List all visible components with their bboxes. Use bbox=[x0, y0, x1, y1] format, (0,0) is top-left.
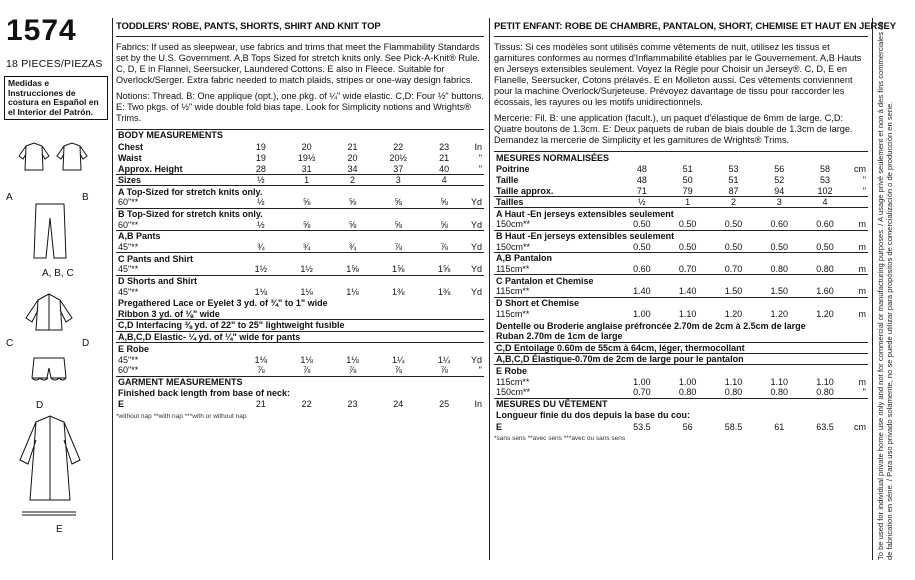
value-cell: 1⅝ bbox=[346, 264, 359, 275]
value-cell: 0.80 bbox=[770, 264, 788, 275]
value-cell: 1.00 bbox=[678, 376, 697, 387]
value-cell: 37 bbox=[393, 163, 404, 174]
view-heading: A,B Pants bbox=[116, 230, 484, 241]
yardage-row bbox=[494, 241, 868, 252]
unit-cell: Yd bbox=[470, 197, 482, 208]
divider-right bbox=[872, 18, 873, 560]
divider-middle bbox=[489, 18, 490, 560]
body-row bbox=[494, 163, 868, 174]
fabric-width: 150cm** bbox=[496, 387, 531, 398]
value-cell: 51 bbox=[682, 163, 693, 174]
value-cell: 48 bbox=[636, 163, 647, 174]
value-cell: 1⅝ bbox=[437, 264, 451, 275]
size-cell: 4 bbox=[802, 196, 848, 207]
yardage-heading bbox=[494, 208, 868, 219]
unit-cell: m bbox=[858, 241, 866, 252]
section-heading: BODY MEASUREMENTS bbox=[116, 130, 484, 141]
value-cell: 21 bbox=[439, 152, 450, 163]
value-cell: 19 bbox=[255, 141, 266, 152]
value-cell: 1.20 bbox=[816, 309, 834, 320]
value-cell: 1⅝ bbox=[392, 264, 405, 275]
value-cell: 1⅛ bbox=[300, 354, 313, 365]
value-cell: 0.70 bbox=[633, 387, 651, 398]
value-cell: 25 bbox=[439, 399, 450, 410]
yardage-heading bbox=[116, 275, 484, 286]
value-cell: 51 bbox=[728, 174, 739, 185]
value-cell: 1.60 bbox=[816, 286, 834, 297]
value-cell: 1⅛ bbox=[254, 287, 268, 298]
view-heading: B Top-Sized for stretch knits only. bbox=[116, 208, 484, 219]
size-cell: ½ bbox=[241, 174, 281, 185]
body-row bbox=[494, 174, 868, 185]
value-cell: 1⅛ bbox=[254, 354, 268, 365]
value-cell: 1⅜ bbox=[437, 287, 451, 298]
value-cell: ⅝ bbox=[440, 219, 448, 230]
robe-row bbox=[116, 354, 484, 365]
value-cell: 21 bbox=[255, 399, 266, 410]
size-cell: 3 bbox=[372, 174, 424, 185]
value-cell: 53.5 bbox=[633, 421, 651, 432]
value-cell: 1⅛ bbox=[300, 287, 313, 298]
fabric-width: 115cm** bbox=[496, 376, 530, 387]
unit-cell: Yd bbox=[470, 354, 482, 365]
value-cell: ⅞ bbox=[348, 365, 357, 376]
value-cell: 79 bbox=[682, 185, 693, 196]
size-cell: 1 bbox=[281, 174, 333, 185]
section-heading: GARMENT MEASUREMENTS bbox=[116, 376, 484, 387]
value-cell: 71 bbox=[636, 185, 647, 196]
view-heading: D Short et Chemise bbox=[494, 297, 868, 308]
divider-left bbox=[112, 18, 113, 560]
value-cell: 0.80 bbox=[770, 387, 788, 398]
yardage-row bbox=[116, 264, 484, 275]
value-cell: 0.80 bbox=[816, 387, 834, 398]
value-cell: 22 bbox=[301, 399, 312, 410]
lace-text: Dentelle ou Broderie anglaise préfroncée 2.70m de 2cm à 2.5cm de large bbox=[496, 320, 806, 331]
value-cell: 56 bbox=[682, 421, 693, 432]
yardage-heading bbox=[116, 253, 484, 264]
value-cell: 58.5 bbox=[724, 421, 743, 432]
belt-e-drawing bbox=[22, 512, 76, 515]
table-cell bbox=[464, 174, 484, 185]
lace-text: Pregathered Lace or Eyelet 3 yd. of ¾" to 1" wide bbox=[118, 298, 328, 309]
view-heading: D Shorts and Shirt bbox=[116, 275, 484, 286]
fabric-width: 45"** bbox=[118, 354, 139, 365]
value-cell: 1.20 bbox=[770, 309, 788, 320]
elastic-text: A,B,C,D Elastic- ¼ yd. of ¼" wide for pants bbox=[116, 331, 484, 342]
garment-subtitle: Finished back length from base of neck: bbox=[118, 388, 291, 399]
value-cell: ¾ bbox=[348, 242, 357, 253]
interfacing-text: C,D Interfacing ⅜ yd. of 22" to 25" lightweight fusible bbox=[116, 320, 484, 331]
robe-heading bbox=[494, 365, 868, 376]
robe-e-drawing bbox=[20, 416, 80, 500]
unit-cell: cm bbox=[854, 421, 866, 432]
column-title: TODDLERS' ROBE, PANTS, SHORTS, SHIRT AND KNIT TOP bbox=[116, 22, 484, 37]
value-cell: 20 bbox=[301, 141, 312, 152]
figure-label-d2: D bbox=[36, 400, 44, 411]
value-cell: 58 bbox=[820, 163, 831, 174]
shirt-c-drawing bbox=[26, 294, 72, 330]
yardage-heading bbox=[116, 208, 484, 219]
top-a-drawing bbox=[19, 143, 49, 170]
ribbon-row bbox=[494, 331, 868, 342]
value-cell: 87 bbox=[728, 185, 739, 196]
value-cell: 20 bbox=[347, 152, 358, 163]
unit-cell: m bbox=[858, 309, 866, 320]
fabric-width: 150cm** bbox=[496, 241, 531, 252]
value-cell: 34 bbox=[347, 163, 358, 174]
fabric-width: 60"** bbox=[118, 219, 139, 230]
fabric-width: 60"** bbox=[118, 197, 139, 208]
unit-cell: m bbox=[858, 219, 866, 230]
fabric-width: 115cm** bbox=[496, 286, 530, 297]
unit-cell: In bbox=[474, 141, 482, 152]
row-label: E bbox=[118, 399, 125, 410]
value-cell: ½ bbox=[257, 219, 265, 230]
value-cell: 1.50 bbox=[724, 286, 743, 297]
pattern-number: 1574 bbox=[6, 14, 77, 47]
table-cell bbox=[848, 196, 868, 207]
yardage-row bbox=[116, 286, 484, 297]
fabric-width: 150cm** bbox=[496, 219, 531, 230]
value-cell: 1½ bbox=[300, 264, 313, 275]
usage-disclaimer: To be used for individual private home use only and not for commercial or manufacturing purposes. / A usage privé seulement et non à des fins commerciales ou de fabrication en série. / Para uso privado solamente, no se puede utilizar para propósitos de comercialización o de producción en serie. bbox=[876, 21, 895, 560]
yardage-heading bbox=[116, 186, 484, 197]
value-cell: 0.70 bbox=[678, 264, 697, 275]
value-cell: 23 bbox=[439, 141, 450, 152]
value-cell: ⅞ bbox=[394, 242, 403, 253]
row-label: E bbox=[496, 421, 503, 432]
value-cell: ⅝ bbox=[440, 197, 448, 208]
interfacing-row bbox=[494, 342, 868, 353]
value-cell: 0.50 bbox=[770, 241, 788, 252]
robe-row bbox=[116, 365, 484, 376]
fabrics-text: Tissus: Si ces modèles sont utilisés comme vêtements de nuit, utilisez les tissus et garnitures conformes au normes d'Inflammabilité établies par le Gouvernement. A,B Hauts en Jerseys extensibles seulement. Voyez la Règle pour Choisir un Jersey®. C, D, E en Flanelle, Seersucker, Cotons prélavés. E en Molleton aussi. Ces vêtements conviennent pour la machine Overlock/Surjeteuse. Prévoyez davantage de tissu pour raccorder les écossais, les rayures ou les motifs unidirectionnels. bbox=[494, 41, 862, 108]
unit-cell: m bbox=[858, 264, 866, 275]
body-row bbox=[494, 185, 868, 196]
value-cell: 0.50 bbox=[678, 241, 697, 252]
view-heading: A Haut -En jerseys extensibles seulement bbox=[494, 208, 868, 219]
view-heading: A Top-Sized for stretch knits only. bbox=[116, 186, 484, 197]
fabric-width: 45"** bbox=[118, 242, 139, 253]
value-cell: 53 bbox=[820, 174, 831, 185]
value-cell: 50 bbox=[682, 174, 693, 185]
value-cell: 20½ bbox=[389, 152, 408, 163]
yardage-row bbox=[494, 286, 868, 297]
body-row bbox=[116, 152, 484, 163]
top-b-drawing bbox=[57, 143, 87, 170]
value-cell: 1.10 bbox=[678, 309, 697, 320]
row-label: Taille bbox=[496, 174, 519, 185]
figure-label-c: C bbox=[6, 338, 14, 349]
value-cell: 23 bbox=[347, 399, 358, 410]
value-cell: 0.50 bbox=[724, 241, 743, 252]
value-cell: 63.5 bbox=[816, 421, 834, 432]
value-cell: 0.50 bbox=[724, 219, 743, 230]
body-measurements-heading bbox=[116, 130, 484, 141]
unit-cell: " bbox=[862, 185, 866, 196]
value-cell: 1.40 bbox=[678, 286, 697, 297]
size-cell: 1 bbox=[665, 196, 711, 207]
column-title: PETIT ENFANT: ROBE DE CHAMBRE, PANTALON, SHORT, CHEMISE ET HAUT EN JERSEY bbox=[494, 22, 868, 37]
value-cell: 1¼ bbox=[392, 354, 405, 365]
value-cell: 0.50 bbox=[633, 219, 651, 230]
measurement-table bbox=[116, 129, 484, 410]
robe-row bbox=[494, 387, 868, 398]
row-label: Taille approx. bbox=[496, 185, 554, 196]
body-measurements-heading bbox=[494, 152, 868, 163]
value-cell: ⅞ bbox=[440, 242, 448, 253]
value-cell: 61 bbox=[774, 421, 785, 432]
yardage-row bbox=[116, 219, 484, 230]
value-cell: 1.00 bbox=[633, 309, 651, 320]
body-row bbox=[116, 163, 484, 174]
section-heading: MESURES NORMALISÉES bbox=[494, 152, 868, 163]
robe-heading bbox=[116, 343, 484, 354]
value-cell: ⅝ bbox=[348, 197, 357, 208]
view-heading: A,B Pantalon bbox=[494, 253, 868, 264]
size-cell: 2 bbox=[711, 196, 757, 207]
value-cell: 1.00 bbox=[633, 376, 651, 387]
value-cell: 0.50 bbox=[678, 219, 697, 230]
view-heading: E Robe bbox=[494, 365, 868, 376]
ribbon-text: Ruban 2.70m de 1cm de large bbox=[496, 331, 623, 342]
value-cell: 28 bbox=[255, 163, 266, 174]
value-cell: 21 bbox=[347, 141, 358, 152]
value-cell: 1½ bbox=[254, 264, 268, 275]
value-cell: 53 bbox=[728, 163, 739, 174]
size-cell: 4 bbox=[424, 174, 464, 185]
value-cell: 1.50 bbox=[770, 286, 788, 297]
pants-drawing bbox=[34, 204, 66, 258]
footnote: *sans sens **avec sens ***avec ou sans sens bbox=[494, 434, 626, 442]
unit-cell: In bbox=[474, 399, 482, 410]
value-cell: 1.20 bbox=[724, 309, 743, 320]
value-cell: ⅝ bbox=[302, 219, 311, 230]
value-cell: 1.10 bbox=[816, 376, 834, 387]
garment-row bbox=[494, 421, 868, 432]
ribbon-row bbox=[116, 309, 484, 320]
value-cell: ⅝ bbox=[348, 219, 357, 230]
ribbon-text: Ribbon 3 yd. of ⅛" wide bbox=[118, 309, 220, 320]
figure-label-b: B bbox=[82, 192, 89, 203]
value-cell: 1¼ bbox=[437, 354, 451, 365]
value-cell: 24 bbox=[393, 399, 404, 410]
garment-row bbox=[116, 399, 484, 410]
spanish-note: Medidas e Instrucciones de costura en Español en el Interior del Patrón. bbox=[4, 76, 108, 120]
unit-cell: Yd bbox=[470, 287, 482, 298]
value-cell: 0.80 bbox=[678, 387, 697, 398]
fabric-width: 115cm** bbox=[496, 264, 530, 275]
yardage-row bbox=[116, 197, 484, 208]
unit-cell: " bbox=[478, 365, 482, 376]
value-cell: 94 bbox=[774, 185, 785, 196]
value-cell: 0.50 bbox=[633, 241, 651, 252]
unit-cell: m bbox=[858, 376, 866, 387]
value-cell: 0.70 bbox=[724, 264, 743, 275]
yardage-heading bbox=[494, 275, 868, 286]
value-cell: 1⅜ bbox=[392, 287, 405, 298]
elastic-row bbox=[116, 331, 484, 342]
unit-cell: " bbox=[862, 387, 866, 398]
value-cell: 0.80 bbox=[724, 387, 743, 398]
unit-cell: " bbox=[478, 152, 482, 163]
sizes-row bbox=[494, 196, 868, 207]
value-cell: 0.60 bbox=[770, 219, 788, 230]
value-cell: ⅝ bbox=[394, 219, 403, 230]
value-cell: 1⅛ bbox=[346, 287, 359, 298]
unit-cell: Yd bbox=[470, 242, 482, 253]
value-cell: 19 bbox=[255, 152, 266, 163]
unit-cell: Yd bbox=[470, 264, 482, 275]
value-cell: 0.80 bbox=[816, 264, 834, 275]
view-heading: C Pants and Shirt bbox=[116, 253, 484, 264]
value-cell: ¾ bbox=[257, 242, 265, 253]
row-label: Tailles bbox=[494, 196, 619, 207]
yardage-row bbox=[494, 308, 868, 319]
figure-label-abc: A, B, C bbox=[42, 268, 74, 279]
lace-row bbox=[116, 298, 484, 309]
size-cell: 3 bbox=[756, 196, 802, 207]
value-cell: 31 bbox=[301, 163, 312, 174]
size-cell: ½ bbox=[619, 196, 665, 207]
elastic-text: A,B,C,D Élastique-0.70m de 2cm de large pour le pantalon bbox=[494, 353, 868, 364]
value-cell: ⅞ bbox=[394, 365, 403, 376]
unit-cell: " bbox=[862, 174, 866, 185]
value-cell: ⅞ bbox=[302, 365, 311, 376]
value-cell: 102 bbox=[817, 185, 833, 196]
yardage-heading bbox=[494, 297, 868, 308]
unit-cell: Yd bbox=[470, 219, 482, 230]
row-label: Waist bbox=[118, 152, 142, 163]
garment-heading bbox=[494, 398, 868, 409]
garment-subtitle: Longueur finie du dos depuis la base du cou: bbox=[496, 410, 691, 421]
value-cell: 19½ bbox=[297, 152, 316, 163]
view-heading: E Robe bbox=[116, 343, 484, 354]
yardage-row bbox=[494, 264, 868, 275]
body-row bbox=[116, 141, 484, 152]
yardage-heading bbox=[494, 253, 868, 264]
yardage-row bbox=[116, 242, 484, 253]
value-cell: ⅞ bbox=[257, 365, 265, 376]
value-cell: 52 bbox=[774, 174, 785, 185]
sizes-row bbox=[116, 174, 484, 185]
yardage-row bbox=[494, 219, 868, 230]
value-cell: 0.60 bbox=[633, 264, 651, 275]
fabric-width: 45"** bbox=[118, 287, 139, 298]
value-cell: ½ bbox=[257, 197, 265, 208]
elastic-row bbox=[494, 353, 868, 364]
robe-row bbox=[494, 376, 868, 387]
interfacing-row bbox=[116, 320, 484, 331]
fabric-width: 115cm** bbox=[496, 309, 530, 320]
value-cell: 1.10 bbox=[770, 376, 788, 387]
value-cell: ⅝ bbox=[302, 197, 311, 208]
value-cell: 48 bbox=[636, 174, 647, 185]
row-label: Chest bbox=[118, 141, 144, 152]
garment-subheading bbox=[116, 387, 484, 398]
value-cell: 1.10 bbox=[724, 376, 743, 387]
value-cell: 1.40 bbox=[633, 286, 651, 297]
garment-illustrations bbox=[14, 140, 109, 560]
value-cell: ⅝ bbox=[394, 197, 403, 208]
interfacing-text: C,D Entoilage 0.60m de 55cm à 64cm, léger, thermocollant bbox=[494, 342, 868, 353]
garment-heading bbox=[116, 376, 484, 387]
size-cell: 2 bbox=[333, 174, 373, 185]
english-column bbox=[116, 22, 484, 562]
figure-label-a: A bbox=[6, 192, 13, 203]
notions-text: Mercerie: Fil. B: une application (facult.), un paquet d'élastique de 6mm de large. C,D: Quatre boutons de 1.3cm. E: Deux paquets de ruban de biais double de 1.3cm de large. Demandez la mercerie de Simplicity et les garnitures de Wrights® Trims. bbox=[494, 113, 853, 146]
view-heading: C Pantalon et Chemise bbox=[494, 275, 868, 286]
value-cell: 56 bbox=[774, 163, 785, 174]
figure-label-d: D bbox=[82, 338, 90, 349]
yardage-heading bbox=[116, 230, 484, 241]
value-cell: ¾ bbox=[302, 242, 311, 253]
value-cell: 0.50 bbox=[816, 241, 834, 252]
value-cell: 1⅛ bbox=[346, 354, 359, 365]
garment-subheading bbox=[494, 409, 868, 420]
notions-text: Notions: Thread. B: One applique (opt.), one pkg. of ¼" wide elastic. C,D: Four ½" buttons. E: Two pkgs. of ½" wide double fold bias tape. Look for Simplicity notions and Wrights® Trims. bbox=[116, 91, 484, 124]
piece-count: 18 PIECES/PIEZAS bbox=[6, 58, 103, 70]
yardage-heading bbox=[494, 230, 868, 241]
fabric-width: 45"** bbox=[118, 264, 139, 275]
unit-cell: cm bbox=[854, 163, 866, 174]
value-cell: 40 bbox=[439, 163, 450, 174]
value-cell: ⅞ bbox=[440, 365, 448, 376]
unit-cell: " bbox=[478, 163, 482, 174]
lace-row bbox=[494, 320, 868, 331]
shorts-d-drawing bbox=[32, 358, 66, 380]
row-label: Sizes bbox=[116, 174, 241, 185]
value-cell: 22 bbox=[393, 141, 404, 152]
measurement-table bbox=[494, 151, 868, 432]
unit-cell: m bbox=[858, 286, 866, 297]
row-label: Poitrine bbox=[496, 163, 530, 174]
section-heading: MESURES DU VÊTEMENT bbox=[494, 398, 868, 409]
row-label: Approx. Height bbox=[118, 163, 183, 174]
fabrics-text: Fabrics: If used as sleepwear, use fabrics and trims that meet the Flammability Standards set by the U.S. Government. A,B Tops Sized for stretch knits only. See Pick-A-Knit® Rule. C, D, E in Flannel, Seersucker, Laundered Cottons. E also in Fleece. Suitable for Overlock/Serger. Extra fabric needed to match plaids, stripes or one-way design fabrics. bbox=[116, 41, 480, 86]
footnote: *without nap **with nap ***with or without nap bbox=[116, 412, 247, 420]
figure-label-e: E bbox=[56, 524, 63, 535]
view-heading: B Haut -En jerseys extensibles seulement bbox=[494, 230, 868, 241]
value-cell: 0.60 bbox=[816, 219, 834, 230]
fabric-width: 60"** bbox=[118, 365, 139, 376]
